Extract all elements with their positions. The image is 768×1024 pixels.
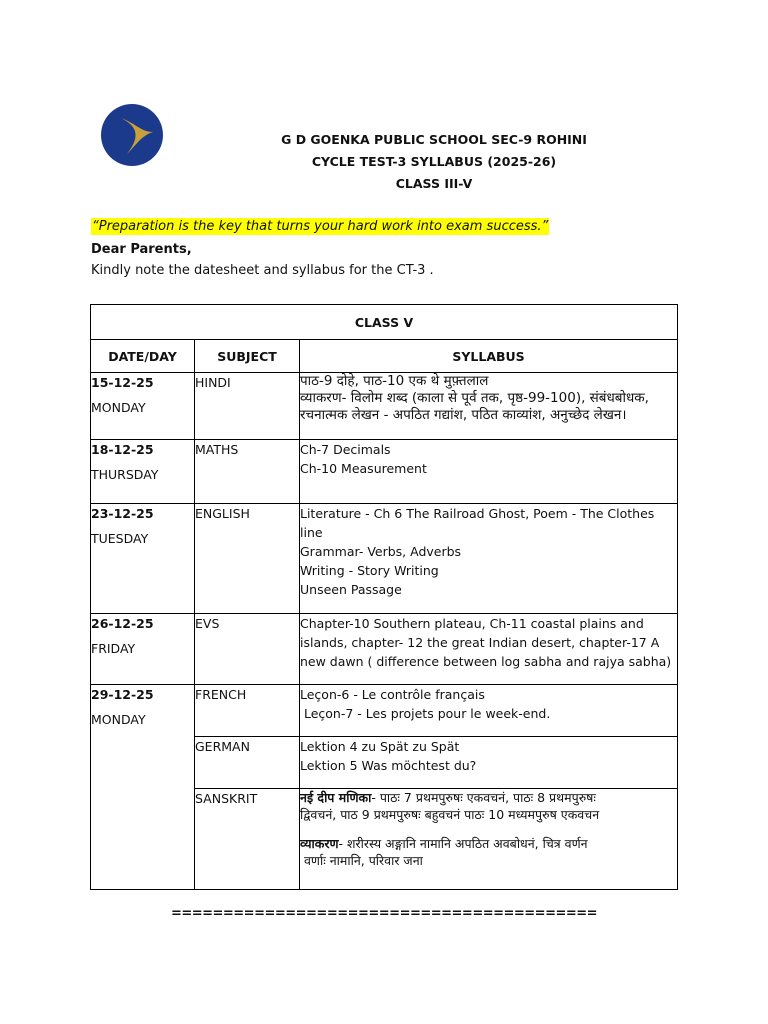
syllabus-line: Lektion 4 zu Spät zu Spät: [300, 739, 460, 754]
syllabus-line: - पाठः 7 प्रथमपुरुषः एकवचनं, पाठः 8 प्रथमपुरुषः: [371, 790, 596, 805]
header-syllabus: SYLLABUS: [300, 340, 678, 373]
syllabus-line: Ch-10 Measurement: [300, 461, 427, 476]
subject-name: ENGLISH: [195, 504, 300, 614]
syllabus-line: Lektion 5 Was möchtest du?: [300, 758, 477, 773]
sanskrit-book-title: नई दीप मणिका: [300, 790, 372, 805]
sanskrit-grammar-title: व्याकरण: [300, 836, 339, 851]
syllabus-line: Literature - Ch 6 The Railroad Ghost, Poem - The Clothes: [300, 506, 655, 521]
syllabus-line: Writing - Story Writing: [300, 563, 439, 578]
table-row: [91, 373, 678, 440]
syllabus-line: Leçon-6 - Le contrôle français: [300, 687, 485, 702]
subject-name: MATHS: [195, 440, 300, 504]
school-logo-icon: [101, 104, 163, 166]
subject-name: EVS: [195, 614, 300, 685]
syllabus-line: islands, chapter- 12 the great Indian desert, chapter-17 A: [300, 635, 660, 650]
syllabus-line: व्याकरण- विलोम शब्द (काला से पूर्व तक, पृष्ठ-99-100), संबंधबोधक,: [300, 390, 649, 406]
table-row: [91, 440, 678, 504]
syllabus-line: Grammar- Verbs, Adverbs: [300, 544, 462, 559]
syllabus-line: पाठ-9 दोहे, पाठ-10 एक थे मुफ़्तलाल: [300, 373, 489, 389]
exam-day: THURSDAY: [91, 467, 159, 482]
exam-day: FRIDAY: [91, 641, 136, 656]
syllabus-line: Unseen Passage: [300, 582, 402, 597]
exam-day: MONDAY: [91, 400, 146, 415]
document-title: CYCLE TEST-3 SYLLABUS (2025-26): [311, 154, 557, 169]
syllabus-line: वर्णाः नामानि, परिवार जना: [300, 853, 423, 868]
subject-name: FRENCH: [195, 685, 300, 737]
syllabus-table: [90, 304, 678, 890]
table-row: [91, 685, 678, 737]
footer-divider: =========================================: [170, 906, 598, 921]
exam-date: 29-12-25: [91, 687, 154, 702]
subject-name: HINDI: [195, 373, 300, 440]
greeting: Dear Parents,: [91, 242, 192, 257]
exam-date: 26-12-25: [91, 616, 154, 631]
subject-name: SANSKRIT: [195, 789, 300, 890]
class-title: CLASS V: [91, 305, 678, 340]
syllabus-line: Ch-7 Decimals: [300, 442, 391, 457]
exam-date: 23-12-25: [91, 506, 154, 521]
syllabus-line: द्विवचनं, पाठ 9 प्रथमपुरुषः बहुवचनं पाठः 10 मध्यमपुरुष एकवचन: [300, 807, 600, 822]
syllabus-line: line: [300, 525, 323, 540]
header-subject: SUBJECT: [195, 340, 300, 373]
syllabus-line: Chapter-10 Southern plateau, Ch-11 coastal plains and: [300, 616, 644, 631]
exam-date: 15-12-25: [91, 375, 154, 390]
syllabus-line: रचनात्मक लेखन - अपठित गद्यांश, पठित काव्यांश, अनुच्छेद लेखन।: [300, 407, 627, 423]
header-date-day: DATE/DAY: [91, 340, 195, 373]
school-name: G D GOENKA PUBLIC SCHOOL SEC-9 ROHINI: [281, 132, 587, 147]
motivational-quote: “Preparation is the key that turns your hard work into exam success.”: [92, 219, 549, 234]
syllabus-line: Leçon-7 - Les projets pour le week-end.: [300, 706, 551, 721]
intro-note: Kindly note the datesheet and syllabus for the CT-3 .: [91, 263, 434, 278]
subject-name: GERMAN: [195, 737, 300, 789]
table-row: [91, 614, 678, 685]
class-range: CLASS III-V: [395, 176, 473, 191]
table-row: [91, 504, 678, 614]
exam-day: MONDAY: [91, 712, 146, 727]
syllabus-line: - शरीरस्य अङ्गानि नामानि अपठित अवबोधनं, चित्र वर्णन: [338, 836, 588, 851]
syllabus-line: new dawn ( difference between log sabha and rajya sabha): [300, 654, 672, 669]
exam-day: TUESDAY: [91, 531, 149, 546]
exam-date: 18-12-25: [91, 442, 154, 457]
